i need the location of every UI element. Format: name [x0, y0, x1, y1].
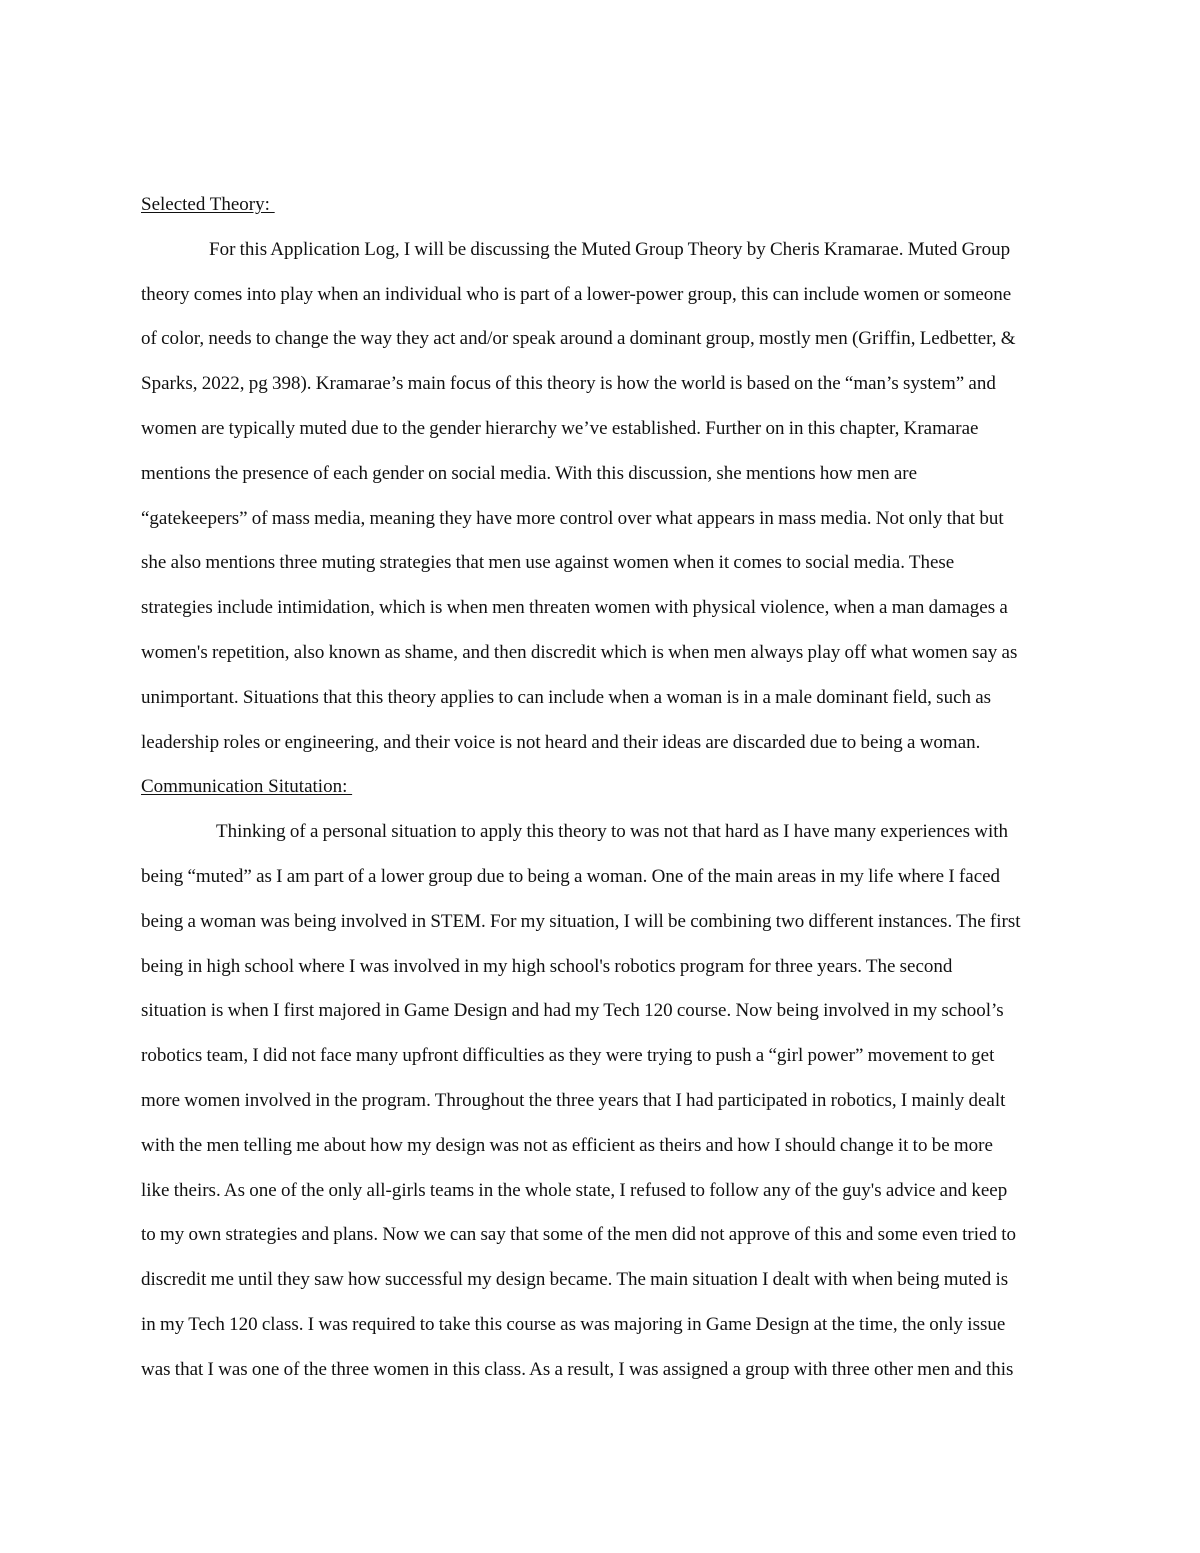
paragraph-line: with the men telling me about how my design was not as efficient as theirs and how I should change it to be more — [141, 1134, 993, 1156]
paragraph-communication-situation — [141, 810, 1059, 1392]
paragraph-line: to my own strategies and plans. Now we can say that some of the men did not approve of this and some even tried to — [141, 1224, 1016, 1246]
paragraph-line: discredit me until they saw how successful my design became. The main situation I dealt with when being muted is — [141, 1269, 1009, 1291]
paragraph-line: was that I was one of the three women in this class. As a result, I was assigned a group with three other men and this — [141, 1358, 1014, 1380]
paragraph-line: For this Application Log, I will be discussing the Muted Group Theory by Cheris Kramarae. Muted Group — [209, 238, 1011, 260]
document-body — [141, 183, 1059, 1393]
paragraph-line: “gatekeepers” of mass media, meaning they have more control over what appears in mass media. Not only that but — [141, 507, 1004, 529]
paragraph-line: theory comes into play when an individual who is part of a lower-power group, this can include women or someone — [141, 283, 1012, 305]
paragraph-line: being “muted” as I am part of a lower group due to being a woman. One of the main areas in my life where I faced — [141, 865, 1001, 887]
paragraph-line: in my Tech 120 class. I was required to take this course as was majoring in Game Design at the time, the only issue — [141, 1313, 1006, 1335]
section-heading-communication-situation — [141, 765, 1059, 810]
paragraph-selected-theory — [141, 228, 1059, 766]
paragraph-line: situation is when I first majored in Game Design and had my Tech 120 course. Now being involved in my school’s — [141, 1000, 1004, 1022]
paragraph-line: more women involved in the program. Throughout the three years that I had participated in robotics, I mainly dealt — [141, 1089, 1006, 1111]
paragraph-line: robotics team, I did not face many upfront difficulties as they were trying to push a “girl power” movement to get — [141, 1045, 995, 1067]
paragraph-line: unimportant. Situations that this theory applies to can include when a woman is in a male dominant field, such as — [141, 686, 992, 708]
paragraph-line: being in high school where I was involved in my high school's robotics program for three years. The second — [141, 955, 953, 977]
paragraph-line: women are typically muted due to the gender hierarchy we’ve established. Further on in this chapter, Kramarae — [141, 417, 979, 439]
paragraph-line: like theirs. As one of the only all-girls teams in the whole state, I refused to follow any of the guy's advice and keep — [141, 1179, 1008, 1201]
section-heading-text: Communication Situtation: — [141, 776, 353, 798]
paragraph-line: Thinking of a personal situation to apply this theory to was not that hard as I have many experiences with — [216, 821, 1008, 843]
paragraph-line: strategies include intimidation, which is when men threaten women with physical violence, when a man damages a — [141, 597, 1008, 619]
paragraph-line: she also mentions three muting strategies that men use against women when it comes to social media. These — [141, 552, 955, 574]
paragraph-line: Sparks, 2022, pg 398). Kramarae’s main focus of this theory is how the world is based on the “man’s system” and — [141, 373, 996, 395]
section-heading-text: Selected Theory: — [141, 194, 275, 215]
paragraph-line: being a woman was being involved in STEM. For my situation, I will be combining two different instances. The first — [141, 910, 1021, 932]
paragraph-line: leadership roles or engineering, and their voice is not heard and their ideas are discarded due to being a woman. — [141, 731, 981, 753]
paragraph-line: women's repetition, also known as shame, and then discredit which is when men always play off what women say as — [141, 641, 1018, 663]
paragraph-line: mentions the presence of each gender on social media. With this discussion, she mentions how men are — [141, 462, 918, 484]
section-heading-selected-theory — [141, 183, 1059, 228]
paragraph-line: of color, needs to change the way they act and/or speak around a dominant group, mostly men (Griffin, Ledbetter, & — [141, 328, 1016, 350]
